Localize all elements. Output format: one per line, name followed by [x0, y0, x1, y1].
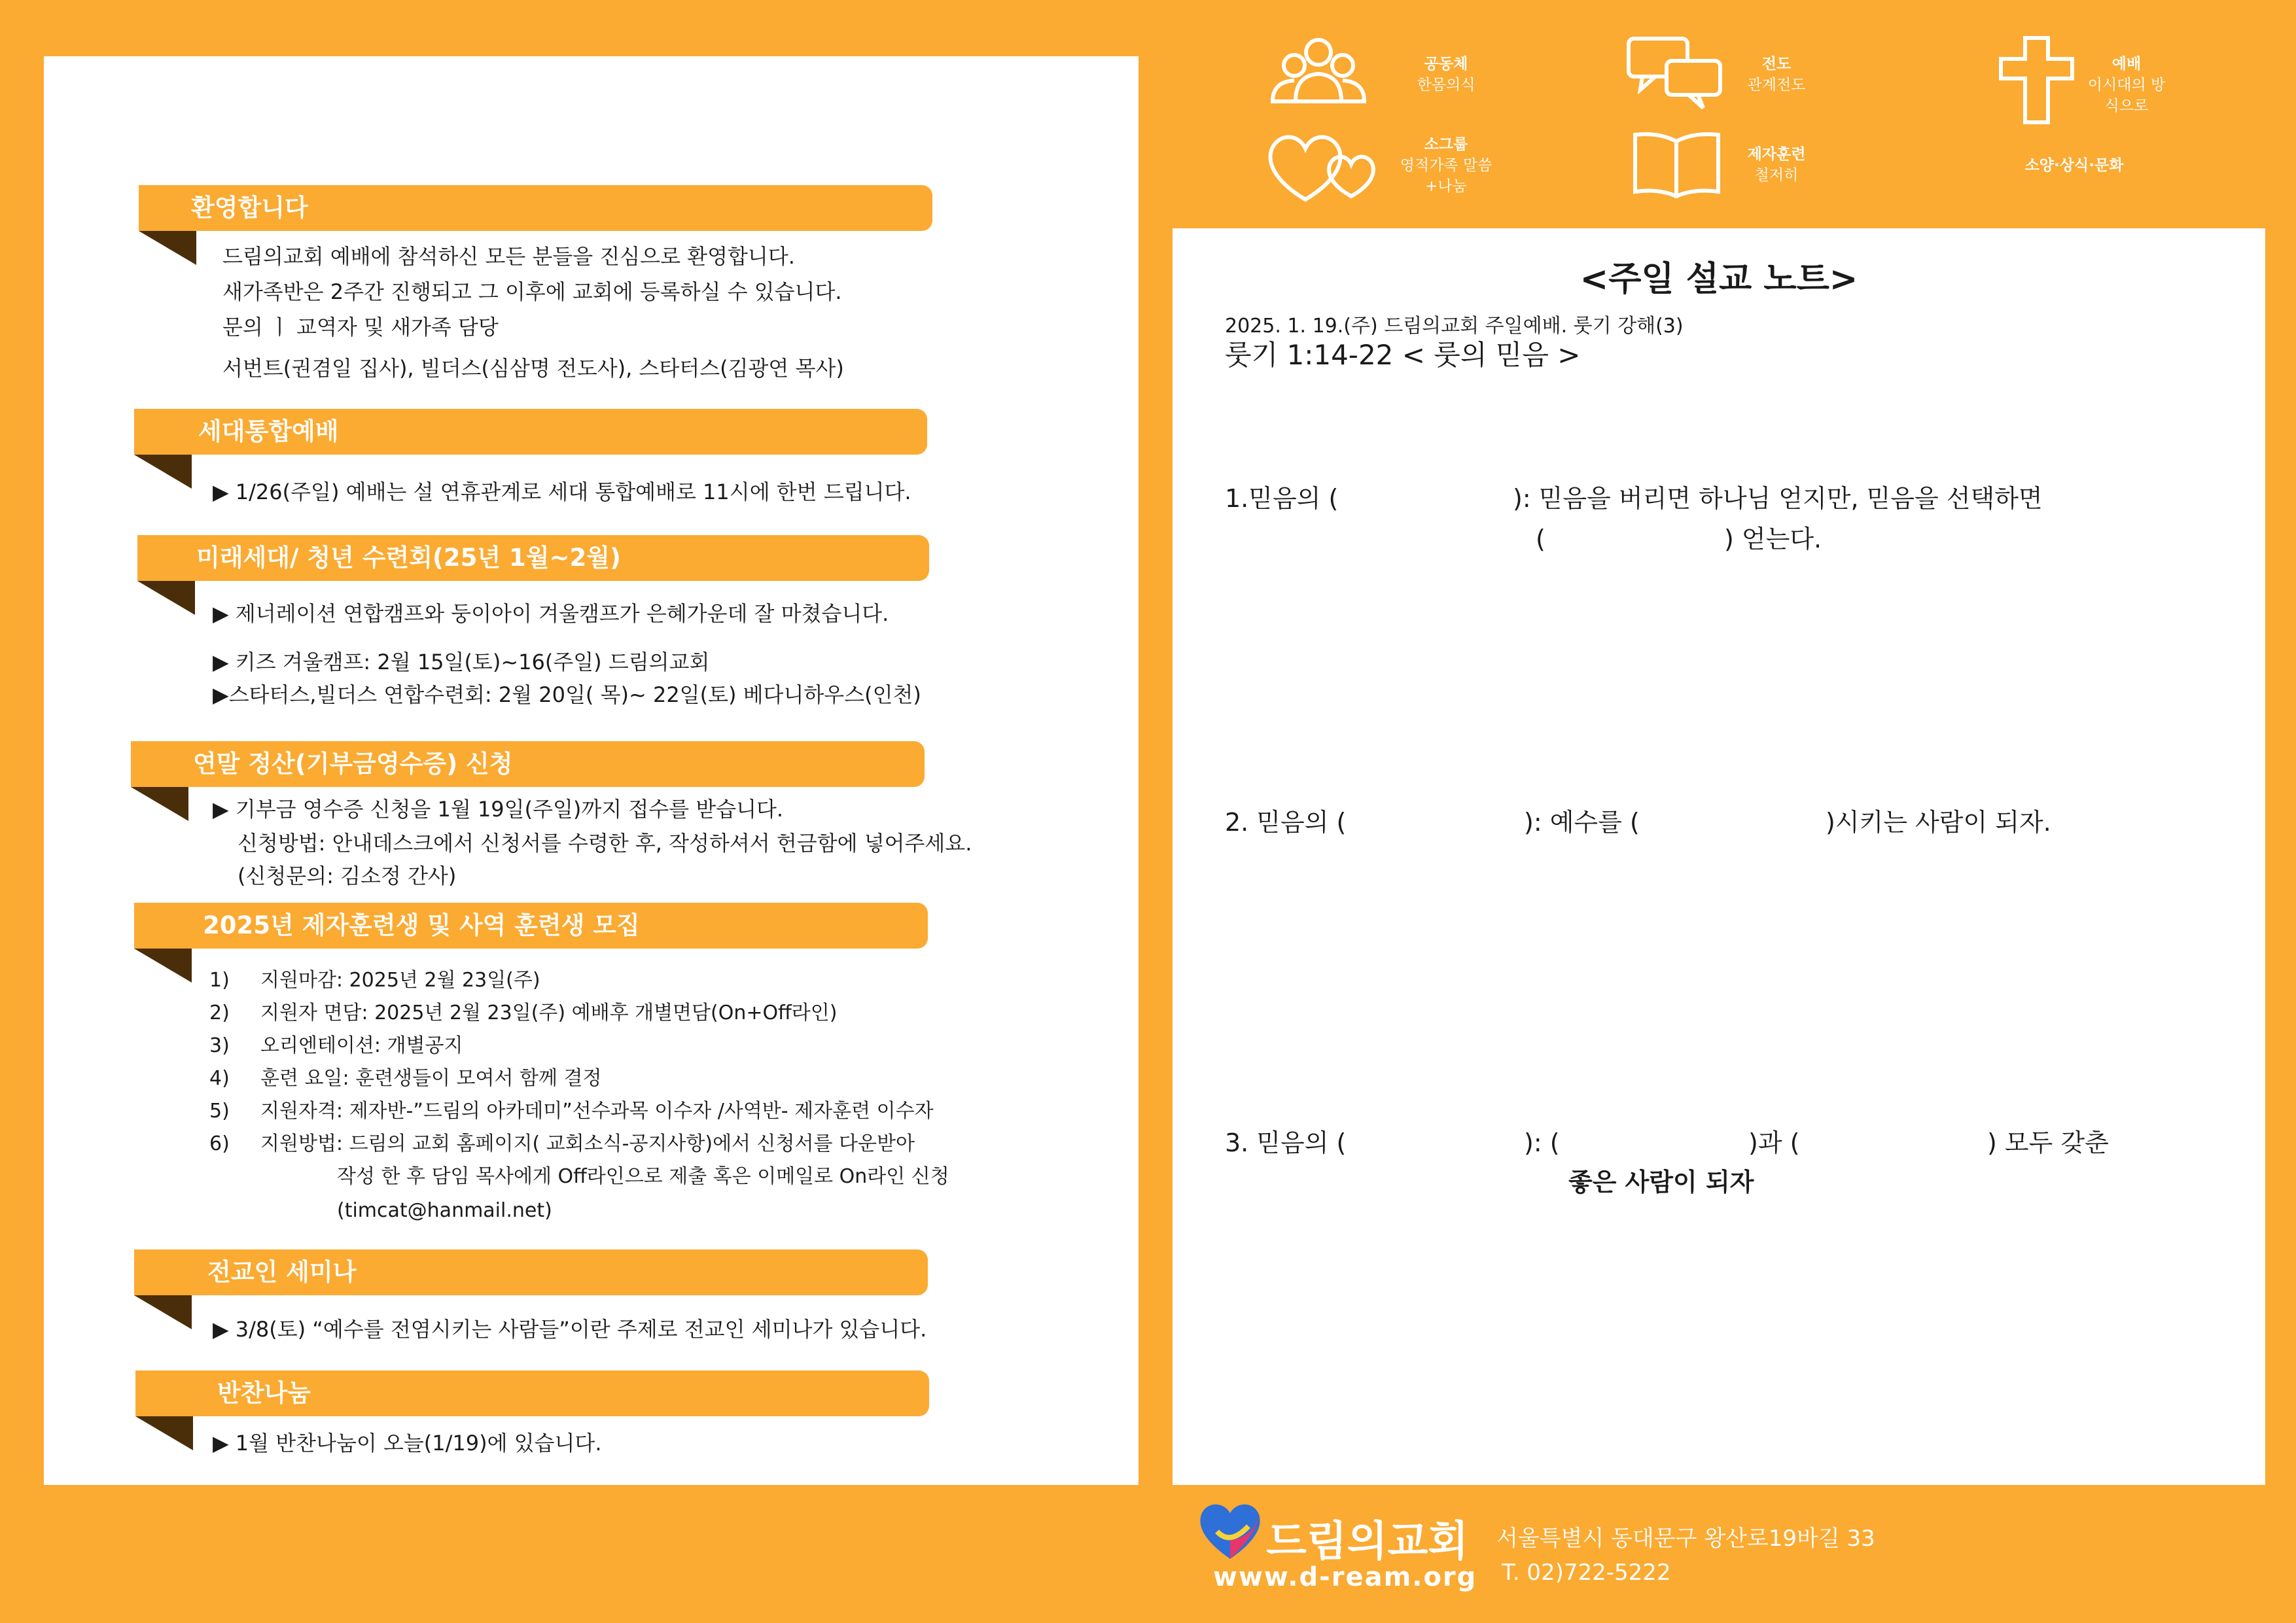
- list-item: 4) 훈련 요일: 훈련생들이 모여서 함께 결정: [209, 1067, 602, 1090]
- note-point-2: 2. 믿음의 (: [1225, 808, 1347, 837]
- section-heading: 2025년 제자훈련생 및 사역 훈련생 모집: [134, 903, 928, 949]
- bullet-item: ▶ 키즈 겨울캠프: 2월 15일(토)~16(주일) 드림의교회: [213, 645, 709, 679]
- sermon-note-title: <주일 설교 노트>: [1580, 260, 1858, 299]
- list-item: 3) 오리엔테이션: 개별공지: [209, 1034, 463, 1057]
- welcome-line: 서번트(권겸일 집사), 빌더스(심삼명 전도사), 스타터스(김광연 목사): [222, 356, 844, 381]
- church-name: 드림의교회: [1266, 1518, 1469, 1566]
- email-text: (timcat@hanmail.net): [337, 1199, 552, 1222]
- note-point-3-mid: )과 (: [1748, 1128, 1800, 1157]
- note-point-1-text: ): 믿음을 버리면 하나님 얻지만, 믿음을 선택하면: [1513, 484, 2043, 513]
- note-point-1-end: ) 얻는다.: [1724, 525, 1822, 553]
- church-url[interactable]: www.d-ream.org: [1213, 1562, 1477, 1592]
- section-heading: 전교인 세미나: [134, 1249, 928, 1295]
- bullet-item: ▶ 제너레이션 연합캠프와 둥이아이 겨울캠프가 은혜가운데 잘 마쳤습니다.: [213, 597, 889, 631]
- sermon-note-panel: [1173, 228, 2265, 1485]
- value-worship: 예배 이시대의 방식으로: [2087, 56, 2166, 114]
- welcome-line: 새가족반은 2주간 진행되고 그 이후에 교회에 등록하실 수 있습니다.: [222, 279, 842, 304]
- section-heading: 미래세대/ 청년 수련회(25년 1월~2월): [137, 535, 929, 581]
- value-evangelism: 전도 관계전도: [1747, 56, 1806, 94]
- value-culture: 소양·상식·문화: [2024, 157, 2124, 174]
- welcome-line: 문의 ㅣ 교역자 및 새가족 담당: [222, 315, 499, 340]
- list-item-continued: 작성 한 후 담임 목사에게 Off라인으로 제출 혹은 이메일로 On라인 신청: [337, 1165, 949, 1188]
- note-point-1-blank: (: [1536, 525, 1545, 553]
- church-logo-icon: [1197, 1500, 1263, 1562]
- note-point-3-end: ) 모두 갖춘: [1987, 1128, 2109, 1157]
- section-heading: 환영합니다: [139, 185, 932, 231]
- speech-bubbles-icon: [1626, 36, 1724, 111]
- section-heading: 세대통합예배: [134, 409, 927, 455]
- address-line: 서울특별시 동대문구 왕산로19바길 33: [1496, 1526, 1875, 1552]
- welcome-line: 드림의교회 예배에 참석하신 모든 분들을 진심으로 환영합니다.: [222, 244, 795, 269]
- list-item: 5) 지원자격: 제자반-”드림의 아카데미”선수과목 이수자 /사역반- 제자훈련 이수자: [209, 1100, 934, 1123]
- cross-icon: [1999, 36, 2074, 124]
- phone-line: T. 02)722-5222: [1502, 1560, 1671, 1586]
- note-point-2-text: ): 예수를 (: [1524, 808, 1640, 837]
- open-book-icon: [1633, 130, 1721, 198]
- hearts-icon: [1266, 128, 1384, 206]
- section-heading: 반찬나눔: [135, 1370, 929, 1416]
- section-heading: 연말 정산(기부금영수증) 신청: [131, 741, 925, 787]
- people-icon: [1269, 36, 1368, 105]
- sermon-date: 2025. 1. 19.(주) 드림의교회 주일예배. 룻기 강해(3): [1225, 315, 1684, 338]
- list-item: 1) 지원마감: 2025년 2월 23일(주): [209, 969, 540, 992]
- church-address: [1496, 1522, 1875, 1590]
- value-community: 공동체 한몸의식: [1417, 56, 1475, 94]
- note-point-3-text: ): (: [1524, 1128, 1560, 1157]
- list-item: 6) 지원방법: 드림의 교회 홈페이지( 교회소식-공지사항)에서 신청서를 다운받아: [209, 1132, 915, 1155]
- list-item: 2) 지원자 면담: 2025년 2월 23일(주) 예배후 개별면담(On+Off라인): [209, 1002, 838, 1024]
- note-point-1: 1.믿음의 (: [1225, 484, 1339, 513]
- note-point-3-conclusion: 좋은 사람이 되자: [1568, 1168, 1754, 1196]
- bullet-item: ▶ 3/8(토) “예수를 전염시키는 사람들”이란 주제로 전교인 세미나가 있습니다.: [213, 1312, 927, 1346]
- note-point-3: 3. 믿음의 (: [1225, 1128, 1347, 1157]
- receipt-line: 신청방법: 안내데스크에서 신청서를 수령한 후, 작성하셔서 헌금함에 넣어주세요.: [238, 831, 972, 856]
- bullet-item: ▶ 1월 반찬나눔이 오늘(1/19)에 있습니다.: [213, 1426, 602, 1460]
- note-point-2-end: )시키는 사람이 되자.: [1826, 808, 2051, 837]
- bullet-item: ▶ 1/26(주일) 예배는 설 연휴관계로 세대 통합예배로 11시에 한번 드립니다.: [213, 475, 911, 509]
- value-small-group: 소그룹 영적가족 말씀+나눔: [1400, 136, 1492, 195]
- sermon-passage: 룻기 1:14-22 < 룻의 믿음 >: [1225, 339, 1581, 371]
- bullet-item: ▶ 기부금 영수증 신청을 1월 19일(주일)까지 접수를 받습니다.: [213, 792, 783, 826]
- receipt-line: (신청문의: 김소정 간사): [238, 864, 457, 888]
- bullet-item: ▶스타터스,빌더스 연합수련회: 2월 20일( 목)~ 22일(토) 베다니하우스(인천): [213, 682, 921, 707]
- value-discipleship: 제자훈련 철저히: [1747, 146, 1806, 184]
